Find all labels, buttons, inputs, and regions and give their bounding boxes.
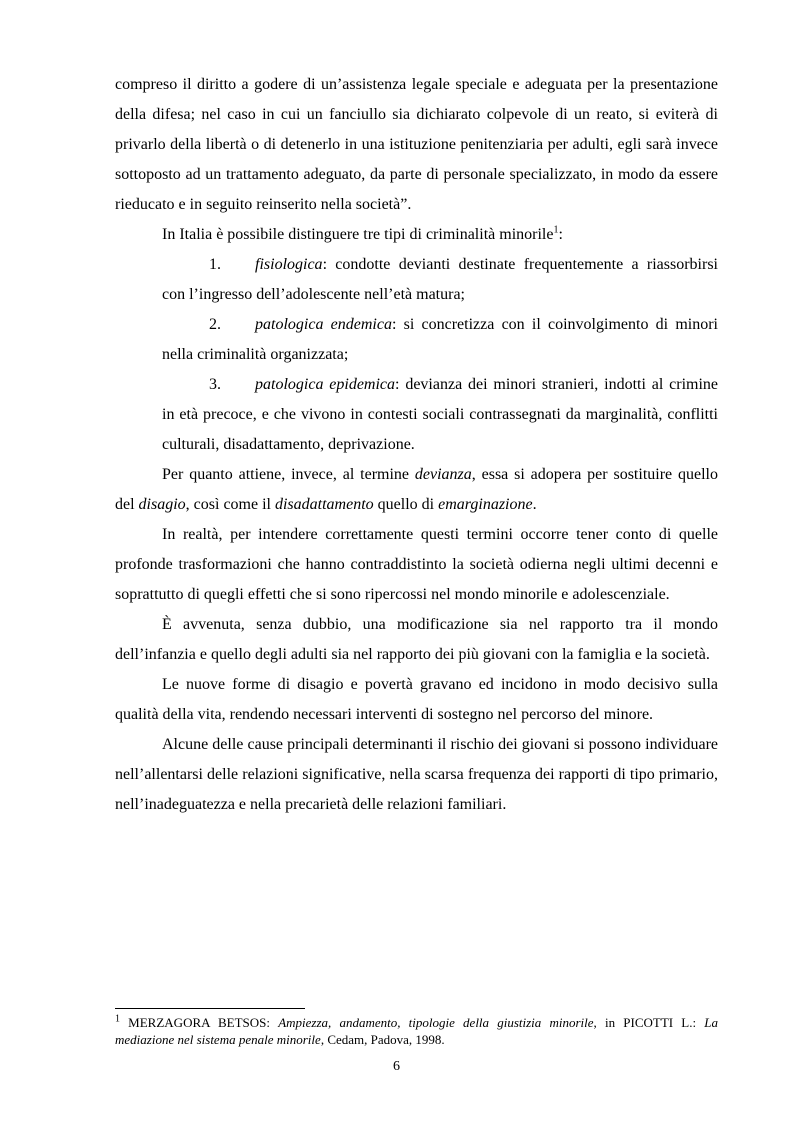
list-number: 2. (209, 316, 221, 333)
term-disagio: disagio (138, 496, 186, 513)
footnote-author: MERZAGORA BETSOS: (120, 1015, 279, 1030)
footnote-publisher: , Cedam, Padova, 1998. (320, 1032, 445, 1047)
paragraph-1: compreso il diritto a godere di un’assistenza legale speciale e adeguata per la presentazione della difesa; nel caso in cui un fanciullo sia dichiarato colpevole di un reato, si eviterà di privarlo della libertà o di detenerlo in una istituzione penitenziaria per adulti, egli sarà invece sottoposto ad un trattamento adeguato, da parte di personale specializzato, in modo da essere rieducato e in seguito reinserito nella società”. (115, 76, 718, 213)
text-run: Per quanto attiene, invece, al termine (162, 466, 415, 483)
footnote-text: , in PICOTTI L.: (593, 1015, 705, 1030)
list-item (162, 250, 718, 310)
list-item (162, 370, 718, 460)
text-run: , così come il (185, 496, 275, 513)
list-desc: : condotte devianti destinate frequentemente a riassorbirsi con l’ingresso dell’adolescente nell’età matura; (162, 256, 718, 303)
list-term: patologica endemica (255, 316, 392, 333)
footnote-ref[interactable]: 1 (553, 224, 559, 236)
list-number: 3. (209, 376, 221, 393)
footnote (115, 1014, 718, 1048)
paragraph-3 (115, 460, 718, 520)
list-desc: : devianza dei minori stranieri, indotti al crimine in età precoce, e che vivono in contesti sociali contrassegnati da marginalità, conflitti culturali, disadattamento, deprivazione. (162, 376, 719, 453)
text-run: quello di (373, 496, 439, 513)
list-desc: : si concretizza con il coinvolgimento di minori nella criminalità organizzata; (162, 316, 718, 363)
paragraph-4: In realtà, per intendere correttamente questi termini occorre tener conto di quelle profonde trasformazioni che hanno contraddistinto la società odierna negli ultimi decenni e soprattutto di quegli effetti che si sono ripercossi nel mondo minorile e adolescenziale. (115, 526, 718, 603)
text-run: , essa si adopera per sostituire quello del (115, 466, 718, 513)
list-number: 1. (209, 256, 221, 273)
paragraph-5: È avvenuta, senza dubbio, una modificazione sia nel rapporto tra il mondo dell’infanzia e quello degli adulti sia nel rapporto dei più giovani con la famiglia e la società. (115, 616, 718, 663)
list-term: patologica epidemica (255, 376, 396, 393)
footnote-title: Ampiezza, andamento, tipologie della giustizia minorile (278, 1015, 594, 1030)
paragraph-2 (115, 220, 718, 250)
paragraph-6: Le nuove forme di disagio e povertà gravano ed incidono in modo decisivo sulla qualità della vita, rendendo necessari interventi di sostegno nel percorso del minore. (115, 676, 718, 723)
document-body (115, 70, 718, 820)
list-term: fisiologica (255, 256, 323, 273)
page-number: 6 (393, 1059, 400, 1074)
footnote-book: La mediazione nel sistema penale minorile (115, 1015, 718, 1047)
term-devianza: devianza (414, 466, 472, 483)
paragraph-7: Alcune delle cause principali determinanti il rischio dei giovani si possono individuare nell’allentarsi delle relazioni significative, nella scarsa frequenza dei rapporti di tipo primario, nell’inadeguatezza e nella precarietà delle relazioni familiari. (115, 736, 718, 813)
paragraph-2-end: : (558, 226, 563, 243)
term-emarginazione: emarginazione (438, 496, 533, 513)
list-item (162, 310, 718, 370)
text-run: . (532, 496, 537, 513)
paragraph-2-text: In Italia è possibile distinguere tre tipi di criminalità minorile (162, 226, 554, 243)
footnote-number: 1 (115, 1013, 120, 1025)
footnote-separator (115, 1008, 305, 1009)
term-disadattamento: disadattamento (274, 496, 374, 513)
